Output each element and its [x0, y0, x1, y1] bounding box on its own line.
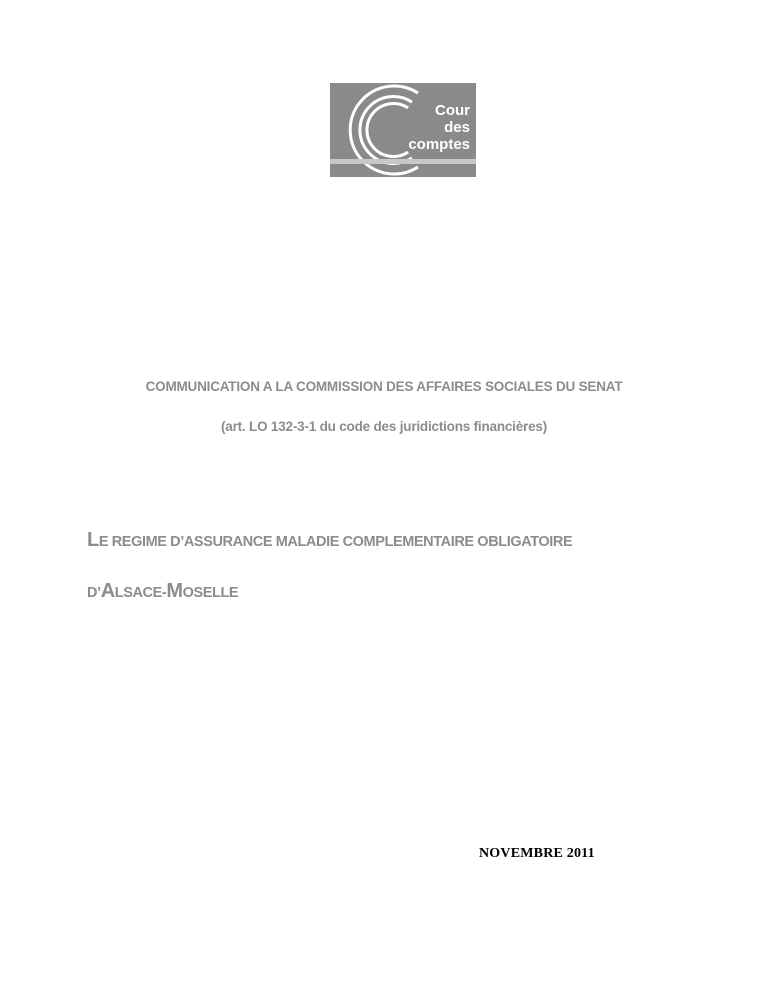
report-title-line-2 — [87, 580, 238, 603]
title-mid: LSACE- — [114, 585, 167, 601]
title-rest: OSELLE — [182, 585, 239, 601]
logo-text-cour: Cour — [435, 102, 470, 119]
title-cap-a: A — [100, 580, 115, 602]
logo-text-des: des — [444, 119, 470, 136]
title-cap-m: M — [166, 580, 183, 602]
title-initial-cap: L — [87, 529, 99, 551]
communication-legal-reference: (art. LO 132-3-1 du code des juridictions financières) — [220, 419, 548, 434]
publication-date: NOVEMBRE 2011 — [479, 846, 595, 861]
logo-text-comptes: comptes — [408, 136, 470, 153]
communication-heading: COMMUNICATION A LA COMMISSION DES AFFAIRES SOCIALES DU SENAT — [145, 379, 623, 394]
cour-des-comptes-logo — [330, 83, 476, 177]
title-line-1-text: E REGIME D’ASSURANCE MALADIE COMPLEMENTAIRE OBLIGATOIRE — [98, 534, 573, 550]
title-prefix: D’ — [87, 585, 101, 601]
report-title-line-1 — [87, 529, 572, 552]
